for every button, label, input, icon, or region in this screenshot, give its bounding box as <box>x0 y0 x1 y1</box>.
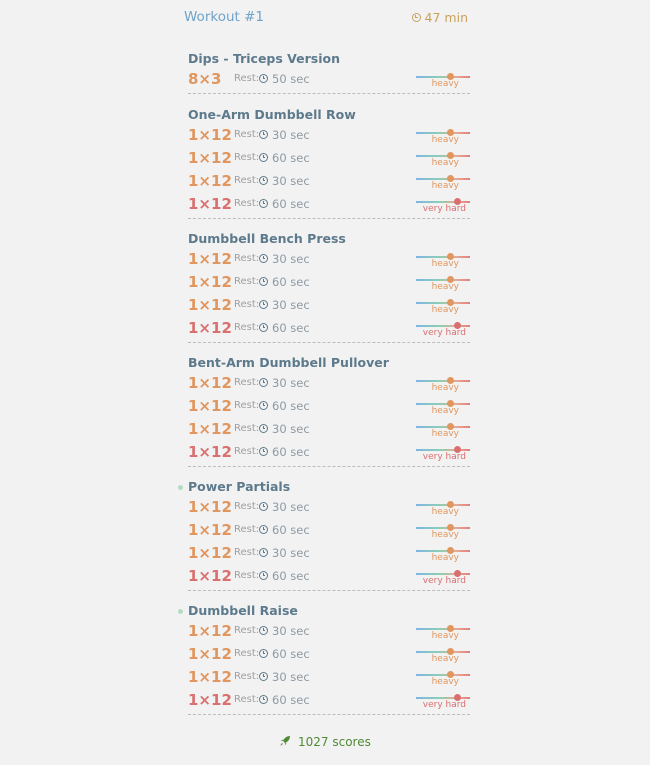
rest-label: Rest: <box>234 377 260 388</box>
set-row <box>188 147 470 170</box>
rest-label: Rest: <box>234 446 260 457</box>
rest-duration: 60 sec <box>272 197 310 211</box>
set-row <box>188 441 470 464</box>
intensity-slider[interactable] <box>416 155 470 157</box>
reps: 1×12 <box>188 195 232 213</box>
set-row <box>188 124 470 147</box>
rest-duration: 60 sec <box>272 399 310 413</box>
clock-icon <box>259 649 268 658</box>
clock-icon <box>259 199 268 208</box>
set-row <box>188 519 470 542</box>
intensity-label: heavy <box>431 654 459 664</box>
divider <box>188 714 470 715</box>
clock-icon <box>259 626 268 635</box>
divider <box>188 342 470 343</box>
intensity-slider[interactable] <box>416 403 470 405</box>
intensity-label: heavy <box>431 677 459 687</box>
exercise-name-text: Dumbbell Bench Press <box>188 231 346 246</box>
clock-icon <box>259 153 268 162</box>
clock-icon <box>259 571 268 580</box>
rest-label: Rest: <box>234 73 260 84</box>
intensity-slider[interactable] <box>416 380 470 382</box>
exercise-block <box>188 50 470 94</box>
rest-label: Rest: <box>234 570 260 581</box>
reps: 1×12 <box>188 273 232 291</box>
intensity-label: very hard <box>422 328 466 338</box>
exercise-name[interactable] <box>188 478 470 496</box>
rest-label: Rest: <box>234 299 260 310</box>
rest-duration: 30 sec <box>272 174 310 188</box>
clock-icon <box>259 300 268 309</box>
exercise-block <box>188 478 470 591</box>
intensity-slider[interactable] <box>416 201 470 203</box>
rest-label: Rest: <box>234 501 260 512</box>
clock-icon <box>259 254 268 263</box>
clock-icon <box>259 74 268 83</box>
rest-label: Rest: <box>234 253 260 264</box>
exercise-name[interactable] <box>188 602 470 620</box>
reps: 1×12 <box>188 443 232 461</box>
set-row <box>188 542 470 565</box>
rest-label: Rest: <box>234 547 260 558</box>
clock-icon <box>259 130 268 139</box>
intensity-slider[interactable] <box>416 674 470 676</box>
clock-icon <box>259 378 268 387</box>
exercise-name-text: One-Arm Dumbbell Row <box>188 107 356 122</box>
intensity-label: heavy <box>431 305 459 315</box>
divider <box>188 466 470 467</box>
rest-label: Rest: <box>234 400 260 411</box>
rest-label: Rest: <box>234 152 260 163</box>
clock-icon <box>259 401 268 410</box>
reps: 1×12 <box>188 397 232 415</box>
rocket-icon <box>279 735 291 747</box>
exercise-name-text: Bent-Arm Dumbbell Pullover <box>188 355 389 370</box>
set-row <box>188 372 470 395</box>
reps: 1×12 <box>188 498 232 516</box>
rest-duration: 30 sec <box>272 298 310 312</box>
rest-duration: 60 sec <box>272 523 310 537</box>
exercise-name[interactable] <box>188 354 470 372</box>
intensity-label: heavy <box>431 553 459 563</box>
set-row <box>188 395 470 418</box>
rest-duration: 30 sec <box>272 422 310 436</box>
intensity-label: heavy <box>431 383 459 393</box>
rest-duration: 60 sec <box>272 321 310 335</box>
set-row <box>188 170 470 193</box>
set-row <box>188 496 470 519</box>
rest-label: Rest: <box>234 694 260 705</box>
rest-label: Rest: <box>234 175 260 186</box>
rest-label: Rest: <box>234 129 260 140</box>
exercise-block <box>188 602 470 715</box>
rest-label: Rest: <box>234 671 260 682</box>
rest-duration: 30 sec <box>272 546 310 560</box>
clock-icon <box>259 525 268 534</box>
intensity-label: heavy <box>431 406 459 416</box>
intensity-slider[interactable] <box>416 325 470 327</box>
set-row <box>188 317 470 340</box>
set-row <box>188 68 470 91</box>
reps: 1×12 <box>188 420 232 438</box>
rest-duration: 60 sec <box>272 569 310 583</box>
clock-icon <box>259 548 268 557</box>
intensity-label: very hard <box>422 700 466 710</box>
set-row <box>188 248 470 271</box>
exercise-name-text: Dips - Triceps Version <box>188 51 341 66</box>
intensity-label: heavy <box>431 135 459 145</box>
intensity-label: heavy <box>431 429 459 439</box>
reps: 1×12 <box>188 691 232 709</box>
set-row <box>188 643 470 666</box>
reps: 1×12 <box>188 250 232 268</box>
intensity-slider[interactable] <box>416 302 470 304</box>
set-row <box>188 418 470 441</box>
intensity-slider[interactable] <box>416 132 470 134</box>
reps: 1×12 <box>188 567 232 585</box>
reps: 8×3 <box>188 70 222 88</box>
reps: 1×12 <box>188 544 232 562</box>
intensity-label: heavy <box>431 530 459 540</box>
scores-footer[interactable] <box>0 735 650 749</box>
exercise-name-text: Power Partials <box>188 479 291 494</box>
set-row <box>188 620 470 643</box>
set-row <box>188 193 470 216</box>
intensity-slider[interactable] <box>416 550 470 552</box>
intensity-slider[interactable] <box>416 628 470 630</box>
reps: 1×12 <box>188 622 232 640</box>
rest-duration: 60 sec <box>272 693 310 707</box>
rest-duration: 30 sec <box>272 500 310 514</box>
intensity-slider[interactable] <box>416 279 470 281</box>
rest-label: Rest: <box>234 648 260 659</box>
intensity-slider[interactable] <box>416 573 470 575</box>
clock-icon <box>259 672 268 681</box>
clock-icon <box>259 424 268 433</box>
set-row <box>188 565 470 588</box>
reps: 1×12 <box>188 172 232 190</box>
exercise-name[interactable] <box>188 50 470 68</box>
intensity-label: heavy <box>431 79 459 89</box>
intensity-label: heavy <box>431 507 459 517</box>
scores-count: 1027 scores <box>297 735 371 749</box>
intensity-label: heavy <box>431 282 459 292</box>
clock-icon <box>259 695 268 704</box>
rest-duration: 30 sec <box>272 128 310 142</box>
reps: 1×12 <box>188 126 232 144</box>
intensity-label: very hard <box>422 576 466 586</box>
reps: 1×12 <box>188 149 232 167</box>
exercise-name-text: Dumbbell Raise <box>188 603 298 618</box>
intensity-slider[interactable] <box>416 256 470 258</box>
workout-duration <box>412 10 468 25</box>
intensity-slider[interactable] <box>416 527 470 529</box>
rest-label: Rest: <box>234 625 260 636</box>
rest-label: Rest: <box>234 198 260 209</box>
rest-duration: 60 sec <box>272 275 310 289</box>
divider <box>188 590 470 591</box>
rest-label: Rest: <box>234 276 260 287</box>
workout-title[interactable]: Workout #1 <box>184 9 265 25</box>
divider <box>188 93 470 94</box>
reps: 1×12 <box>188 668 232 686</box>
intensity-slider[interactable] <box>416 426 470 428</box>
intensity-slider[interactable] <box>416 504 470 506</box>
set-row <box>188 666 470 689</box>
set-row <box>188 689 470 712</box>
intensity-label: heavy <box>431 631 459 641</box>
intensity-label: very hard <box>422 204 466 214</box>
rest-duration: 50 sec <box>272 72 310 86</box>
intensity-label: heavy <box>431 158 459 168</box>
reps: 1×12 <box>188 374 232 392</box>
divider <box>188 218 470 219</box>
exercise-name[interactable] <box>188 230 470 248</box>
exercise-block <box>188 106 470 219</box>
rest-label: Rest: <box>234 322 260 333</box>
reps: 1×12 <box>188 645 232 663</box>
set-row <box>188 271 470 294</box>
clock-icon <box>412 13 421 22</box>
rest-duration: 30 sec <box>272 624 310 638</box>
workout-header <box>184 8 468 26</box>
reps: 1×12 <box>188 319 232 337</box>
status-dot <box>178 609 183 614</box>
reps: 1×12 <box>188 521 232 539</box>
clock-icon <box>259 277 268 286</box>
set-row <box>188 294 470 317</box>
intensity-slider[interactable] <box>416 449 470 451</box>
clock-icon <box>259 447 268 456</box>
duration-value: 47 min <box>424 10 468 25</box>
rest-label: Rest: <box>234 524 260 535</box>
clock-icon <box>259 176 268 185</box>
intensity-label: very hard <box>422 452 466 462</box>
rest-duration: 30 sec <box>272 670 310 684</box>
intensity-slider[interactable] <box>416 76 470 78</box>
rest-duration: 60 sec <box>272 445 310 459</box>
reps: 1×12 <box>188 296 232 314</box>
rest-label: Rest: <box>234 423 260 434</box>
exercise-block <box>188 354 470 467</box>
intensity-slider[interactable] <box>416 651 470 653</box>
rest-duration: 30 sec <box>272 252 310 266</box>
intensity-label: heavy <box>431 259 459 269</box>
clock-icon <box>259 323 268 332</box>
intensity-label: heavy <box>431 181 459 191</box>
rest-duration: 30 sec <box>272 376 310 390</box>
clock-icon <box>259 502 268 511</box>
exercise-name[interactable] <box>188 106 470 124</box>
rest-duration: 60 sec <box>272 151 310 165</box>
status-dot <box>178 485 183 490</box>
intensity-slider[interactable] <box>416 697 470 699</box>
rest-duration: 60 sec <box>272 647 310 661</box>
exercise-block <box>188 230 470 343</box>
intensity-slider[interactable] <box>416 178 470 180</box>
